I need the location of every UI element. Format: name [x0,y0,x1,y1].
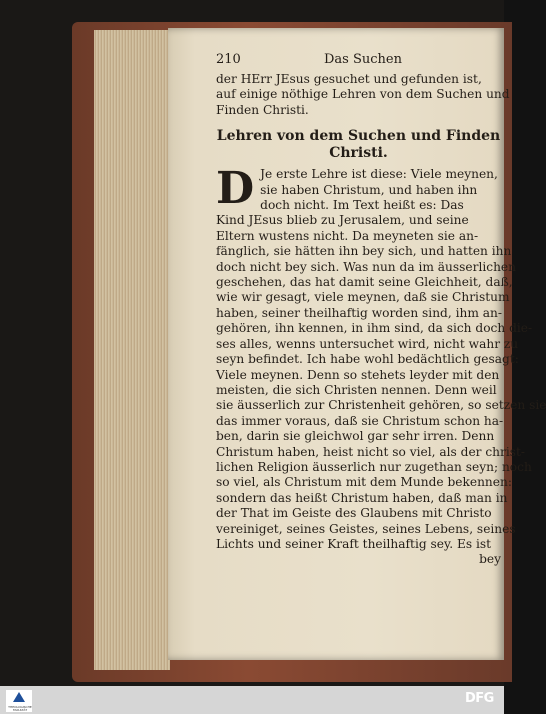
text-line: haben, seiner theilhaftig worden sind, ihm an- [216,305,503,320]
text-line: Kind JEsus blieb zu Jerusalem, und seine [216,213,469,228]
text-line: gehören, ihn kennen, in ihm sind, da sich doch die- [216,321,533,336]
text-line: doch nicht bey sich. Was nun da im äusserlichen [216,259,516,274]
section-heading: Lehren von dem Suchen und Finden [216,128,501,145]
text-line: fänglich, sie hätten ihn bey sich, und hatten ihn [216,244,512,259]
text-line: seyn befindet. Ich habe wohl bedächtlich gesagt: [216,352,519,367]
text-line: meisten, die sich Christen nennen. Denn weil [216,382,497,397]
text-line: ses alles, wenns untersuchet wird, nicht wahr zu [216,336,519,351]
text-line: lichen Religion äusserlich nur zugethan seyn; noch [216,459,532,474]
text-line: geschehen, das hat damit seine Gleichheit, daß, [216,275,513,290]
text-line: Christum haben, heist nicht so viel, als der christ- [216,444,526,459]
text-line: so viel, als Christum mit dem Munde bekennen: [216,475,512,490]
page-number: 210 [216,52,241,67]
text-line: vereiniget, seines Geistes, seines Lebens, seines [216,521,516,536]
text-line: der That im Geiste des Glaubens mit Christo [216,506,492,521]
text-line: Lichts und seiner Kraft theilhaftig sey. Es ist [216,536,492,551]
page-header [216,50,501,72]
section-heading: Christi. [329,145,388,162]
text-line: ben, darin sie gleichwol gar sehr irren. Denn [216,429,495,444]
dfg-logo[interactable]: DFG [465,691,494,706]
text-line: doch nicht. Im Text heißt es: Das [260,198,464,213]
text-line: der HErr JEsus gesuchet und gefunden ist, [216,72,482,86]
text-line: sie äusserlich zur Christenheit gehören, so setzen sie [216,398,546,413]
viewer-footer [0,686,504,714]
catchword: bey [479,552,501,567]
text-line: wie wir gesagt, viele meynen, daß sie Christum [216,290,510,305]
running-head: Das Suchen [324,52,402,67]
text-line: Eltern wustens nicht. Da meyneten sie an- [216,228,479,243]
page-text [216,50,546,568]
text-line: sondern das heißt Christum haben, daß man in [216,490,508,505]
text-line: das immer voraus, daß sie Christum schon ha- [216,413,504,428]
text-line: Viele meynen. Denn so stehets leyder mit den [216,367,500,382]
text-line: Finden Christi. [216,102,309,117]
text-line: auf einige nöthige Lehren von dem Suchen und [216,87,510,102]
page-edges [94,30,170,670]
text-line: Je erste Lehre ist diese: Viele meynen, [260,167,498,182]
drop-cap: D [216,163,255,215]
text-line: sie haben Christum, und haben ihn [260,182,478,197]
logo-caption: THEOLOGISCHE FAKULTÄT [8,705,32,712]
